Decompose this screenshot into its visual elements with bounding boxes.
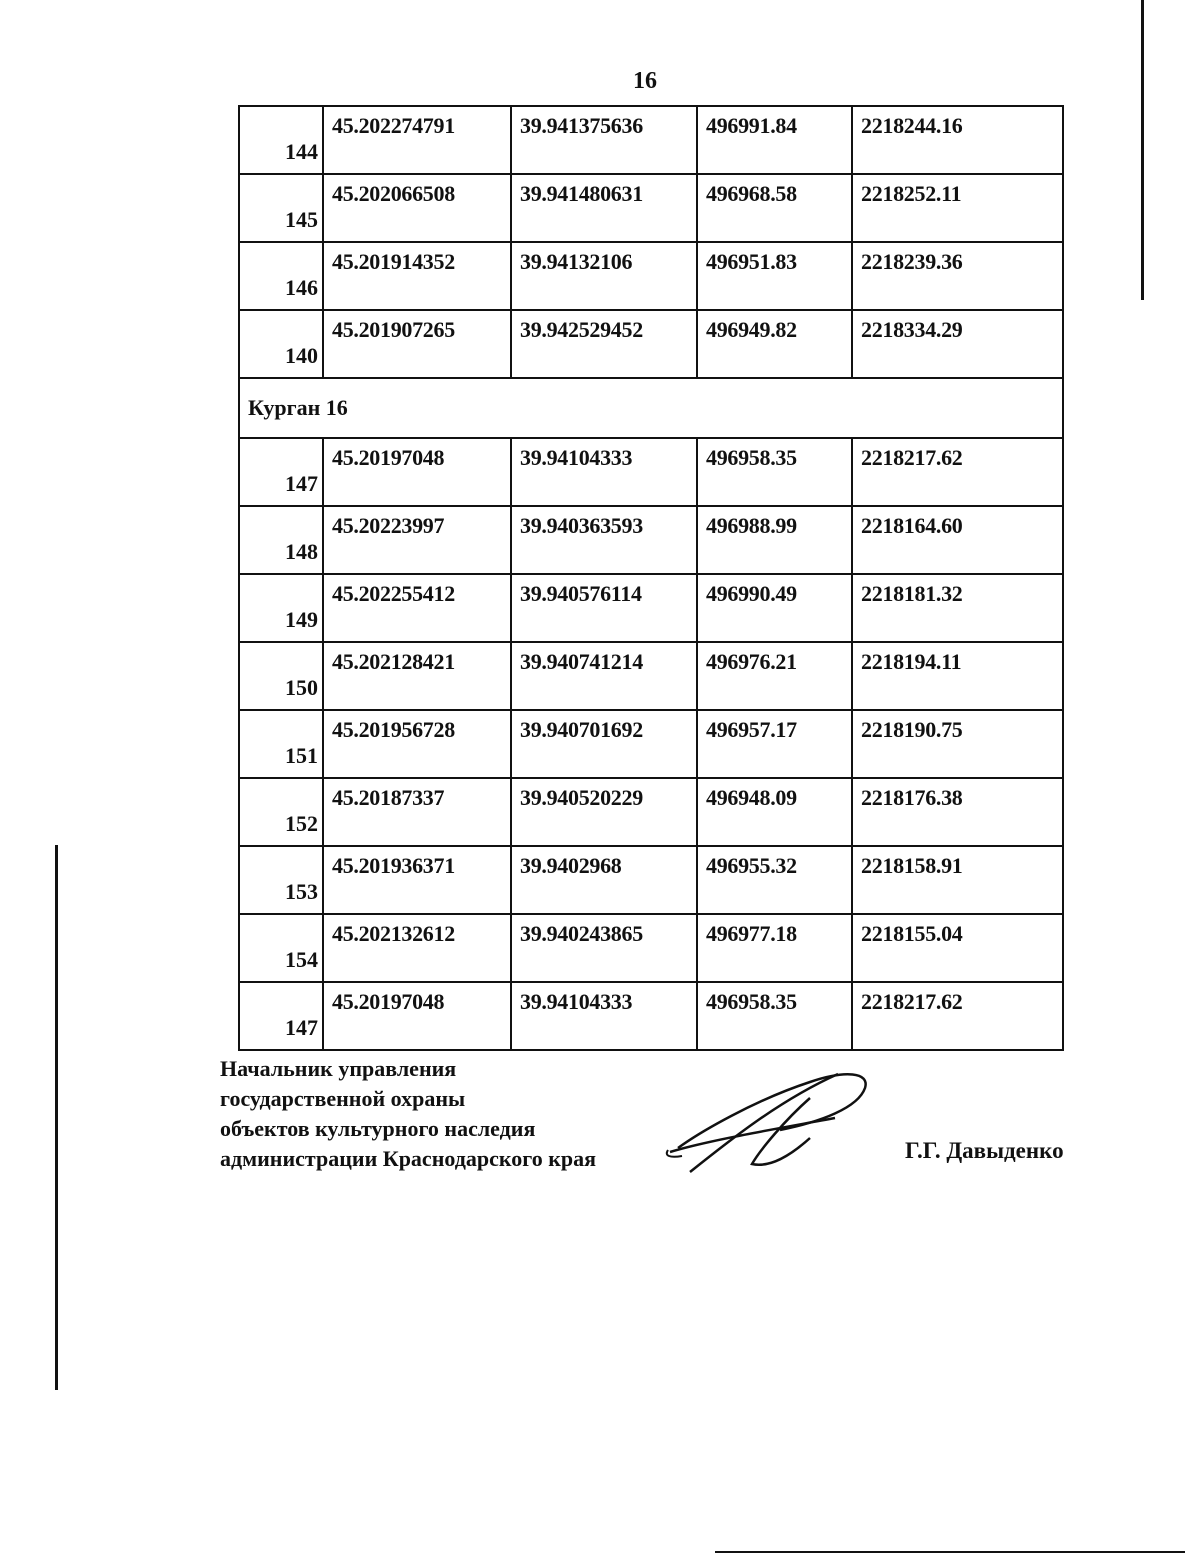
y-coordinate-cell: 2218155.04 bbox=[852, 914, 1063, 982]
x-coordinate-cell: 496990.49 bbox=[697, 574, 852, 642]
x-coordinate-cell: 496977.18 bbox=[697, 914, 852, 982]
x-coordinate-cell: 496949.82 bbox=[697, 310, 852, 378]
latitude-cell: 45.201907265 bbox=[323, 310, 511, 378]
x-coordinate-cell: 496991.84 bbox=[697, 106, 852, 174]
longitude-cell: 39.940243865 bbox=[511, 914, 697, 982]
y-coordinate-cell: 2218190.75 bbox=[852, 710, 1063, 778]
table-row bbox=[239, 846, 1063, 914]
point-number-cell: 146 bbox=[239, 242, 323, 310]
signatory-position bbox=[220, 1054, 596, 1174]
table-row bbox=[239, 106, 1063, 174]
longitude-cell: 39.9402968 bbox=[511, 846, 697, 914]
table-row bbox=[239, 506, 1063, 574]
signer-name: Г.Г. Давыденко bbox=[905, 1138, 1064, 1163]
latitude-cell: 45.20197048 bbox=[323, 982, 511, 1050]
point-number-cell: 149 bbox=[239, 574, 323, 642]
latitude-cell: 45.20197048 bbox=[323, 438, 511, 506]
latitude-cell: 45.20187337 bbox=[323, 778, 511, 846]
latitude-cell: 45.201914352 bbox=[323, 242, 511, 310]
longitude-cell: 39.940741214 bbox=[511, 642, 697, 710]
table-row bbox=[239, 310, 1063, 378]
table-row bbox=[239, 914, 1063, 982]
y-coordinate-cell: 2218194.11 bbox=[852, 642, 1063, 710]
point-number-cell: 145 bbox=[239, 174, 323, 242]
longitude-cell: 39.940520229 bbox=[511, 778, 697, 846]
point-number-cell: 144 bbox=[239, 106, 323, 174]
y-coordinate-cell: 2218217.62 bbox=[852, 982, 1063, 1050]
table-row bbox=[239, 778, 1063, 846]
x-coordinate-cell: 496948.09 bbox=[697, 778, 852, 846]
x-coordinate-cell: 496951.83 bbox=[697, 242, 852, 310]
point-number-cell: 153 bbox=[239, 846, 323, 914]
point-number-cell: 152 bbox=[239, 778, 323, 846]
section-header-row bbox=[239, 378, 1063, 438]
longitude-cell: 39.94104333 bbox=[511, 982, 697, 1050]
latitude-cell: 45.202066508 bbox=[323, 174, 511, 242]
handwritten-signature bbox=[660, 1060, 875, 1180]
point-number-cell: 150 bbox=[239, 642, 323, 710]
x-coordinate-cell: 496976.21 bbox=[697, 642, 852, 710]
y-coordinate-cell: 2218239.36 bbox=[852, 242, 1063, 310]
point-number-cell: 154 bbox=[239, 914, 323, 982]
table-body-kurgan-16 bbox=[239, 438, 1063, 1050]
y-coordinate-cell: 2218334.29 bbox=[852, 310, 1063, 378]
table-body-before-section bbox=[239, 106, 1063, 378]
point-number-cell: 148 bbox=[239, 506, 323, 574]
table-row bbox=[239, 242, 1063, 310]
longitude-cell: 39.941480631 bbox=[511, 174, 697, 242]
point-number-cell: 147 bbox=[239, 982, 323, 1050]
table-row bbox=[239, 438, 1063, 506]
y-coordinate-cell: 2218158.91 bbox=[852, 846, 1063, 914]
x-coordinate-cell: 496955.32 bbox=[697, 846, 852, 914]
position-line-4: администрации Краснодарского края bbox=[220, 1146, 597, 1171]
x-coordinate-cell: 496968.58 bbox=[697, 174, 852, 242]
table-row bbox=[239, 174, 1063, 242]
latitude-cell: 45.20223997 bbox=[323, 506, 511, 574]
latitude-cell: 45.202128421 bbox=[323, 642, 511, 710]
latitude-cell: 45.202132612 bbox=[323, 914, 511, 982]
longitude-cell: 39.94132106 bbox=[511, 242, 697, 310]
table-row bbox=[239, 982, 1063, 1050]
x-coordinate-cell: 496958.35 bbox=[697, 982, 852, 1050]
y-coordinate-cell: 2218217.62 bbox=[852, 438, 1063, 506]
latitude-cell: 45.201936371 bbox=[323, 846, 511, 914]
y-coordinate-cell: 2218252.11 bbox=[852, 174, 1063, 242]
longitude-cell: 39.940701692 bbox=[511, 710, 697, 778]
page-number: 16 bbox=[633, 68, 657, 94]
y-coordinate-cell: 2218176.38 bbox=[852, 778, 1063, 846]
longitude-cell: 39.94104333 bbox=[511, 438, 697, 506]
section-title-kurgan-16: Курган 16 bbox=[239, 378, 1063, 438]
scan-edge-right bbox=[1141, 0, 1144, 300]
x-coordinate-cell: 496957.17 bbox=[697, 710, 852, 778]
longitude-cell: 39.940576114 bbox=[511, 574, 697, 642]
table-row bbox=[239, 710, 1063, 778]
latitude-cell: 45.202274791 bbox=[323, 106, 511, 174]
position-line-2: государственной охраны bbox=[220, 1086, 466, 1111]
latitude-cell: 45.202255412 bbox=[323, 574, 511, 642]
y-coordinate-cell: 2218164.60 bbox=[852, 506, 1063, 574]
y-coordinate-cell: 2218244.16 bbox=[852, 106, 1063, 174]
table-row bbox=[239, 642, 1063, 710]
coordinates-table bbox=[238, 105, 1064, 1051]
section-header-body bbox=[239, 378, 1063, 438]
x-coordinate-cell: 496958.35 bbox=[697, 438, 852, 506]
point-number-cell: 151 bbox=[239, 710, 323, 778]
point-number-cell: 147 bbox=[239, 438, 323, 506]
table-row bbox=[239, 574, 1063, 642]
position-line-3: объектов культурного наследия bbox=[220, 1116, 536, 1141]
longitude-cell: 39.942529452 bbox=[511, 310, 697, 378]
x-coordinate-cell: 496988.99 bbox=[697, 506, 852, 574]
position-line-1: Начальник управления bbox=[220, 1056, 457, 1081]
latitude-cell: 45.201956728 bbox=[323, 710, 511, 778]
y-coordinate-cell: 2218181.32 bbox=[852, 574, 1063, 642]
longitude-cell: 39.941375636 bbox=[511, 106, 697, 174]
scan-edge-left bbox=[55, 845, 58, 1390]
longitude-cell: 39.940363593 bbox=[511, 506, 697, 574]
point-number-cell: 140 bbox=[239, 310, 323, 378]
